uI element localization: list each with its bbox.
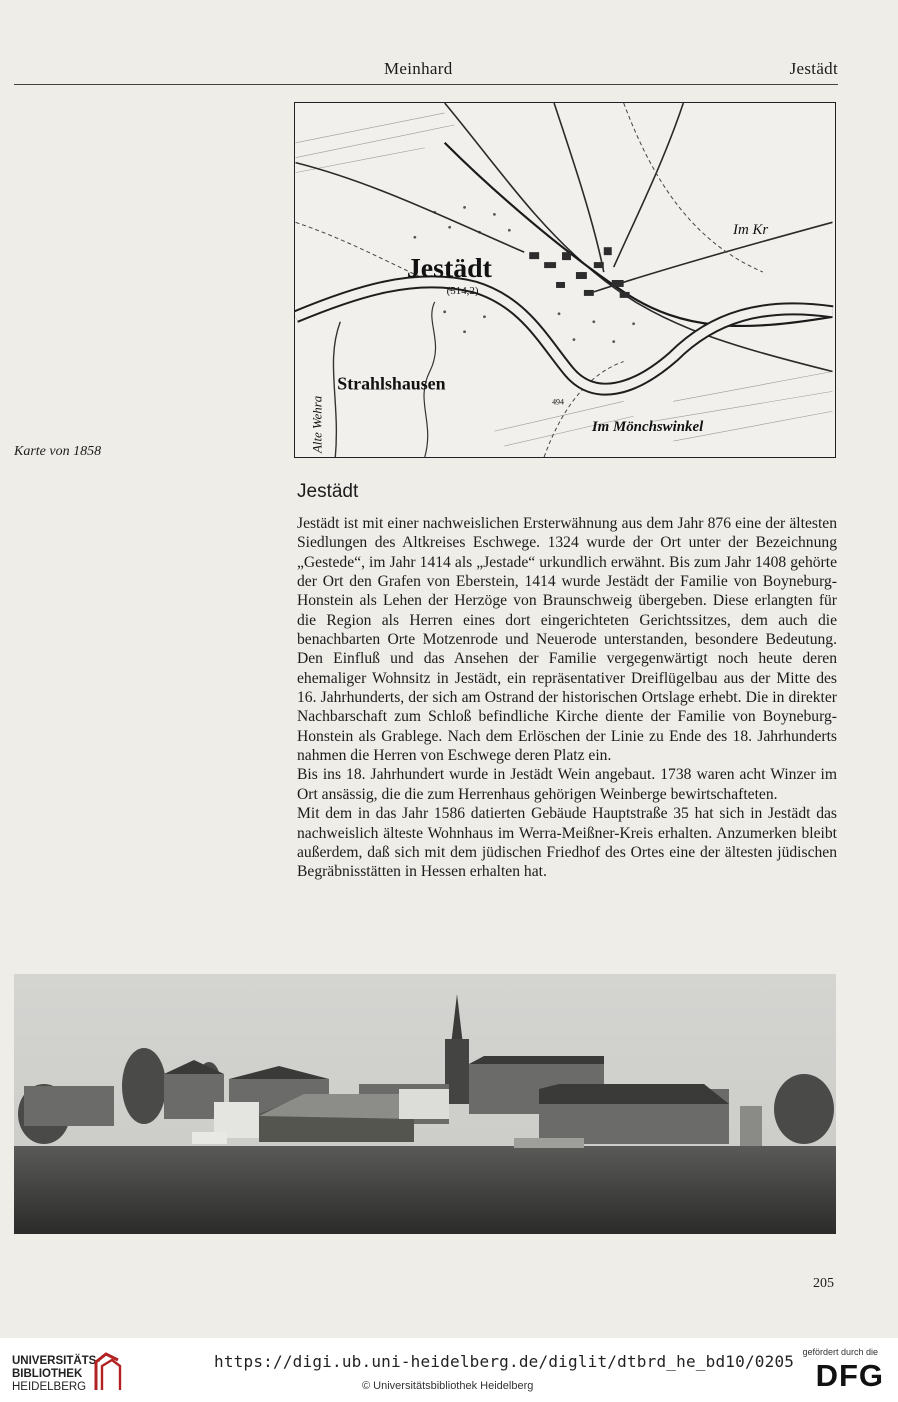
- paragraph-1: Jestädt ist mit einer nachweislichen Ersterwähnung aus dem Jahr 876 eine der ältesten Siedlungen des Altkreises Eschwege. 1324 wurde der Ort unter der Bezeichnung „Gestede“, im Jahr 1414 als „Jestade“ urkundlich erwähnt. Bis zum Jahr 1408 gehörte der Ort den Grafen von Eberstein, 1414 wurde Jestädt der Familie von Boyneburg-Honstein als Lehen der Herzöge von Braunschweig übergeben. Diese erlangten für die Region als Herren eines dort eingerichteten Gerichtssitzes, dem auch die benachbarten Orte Motzenrode und Neuerode unterstanden, besondere Bedeutung. Den Einfluß und das Ansehen der Familie vergegenwärtigt noch heute deren ehemaliger Wohnsitz in Jestädt, ein repräsentativer Dreiflügelbau aus der Mitte des 16. Jahrhunderts, der sich am Ostrand der historischen Ortslage erhebt. Die in direkter Nachbarschaft zum Schloß befindliche Kirche diente der Familie von Boyneburg-Honstein als Grablege. Nach dem Erlöschen der Linie zu Ende des 18. Jahrhunderts nahmen die Herren von Eschwege deren Platz ein.: [297, 515, 837, 765]
- library-logo-text: [12, 1355, 100, 1394]
- village-photograph: [14, 974, 836, 1234]
- funding-note: gefördert durch die: [802, 1347, 878, 1357]
- historic-map-1858: [294, 102, 836, 458]
- map-spot-height-label: 494: [552, 397, 564, 407]
- paragraph-2: Bis ins 18. Jahrhundert wurde in Jestädt Wein angebaut. 1738 waren acht Winzer im Ort ansässig, die die zum Herrenhaus gehörigen Weinberge bewirtschafteten.: [297, 766, 837, 803]
- library-name-line1: UNIVERSITÄTS-: [12, 1355, 101, 1367]
- map-caption: Karte von 1858: [14, 444, 102, 459]
- map-elevation-label: (514,2): [446, 284, 479, 297]
- map-moenchswinkel-label: Im Mönchswinkel: [591, 419, 704, 436]
- library-name-line2: BIBLIOTHEK: [12, 1368, 83, 1380]
- section-title: Jestädt: [297, 481, 359, 502]
- copyright-notice: © Universitätsbibliothek Heidelberg: [362, 1380, 534, 1392]
- running-header-left: Meinhard: [384, 59, 453, 78]
- map-alte-wehra-label: Alte Wehra: [309, 395, 325, 454]
- dfg-logo: DFG: [815, 1358, 884, 1393]
- map-strahlshausen-label: Strahlshausen: [337, 373, 446, 394]
- paragraph-3: Mit dem in das Jahr 1586 datierten Gebäude Hauptstraße 35 hat sich in Jestädt das nachweislich älteste Wohnhaus im Werra-Meißner-Kreis erhalten. Anzumerken bleibt außerdem, daß sich mit dem jüdischen Friedhof des Ortes eine der ältesten jüdischen Begräbnisstätten in Hessen erhalten hat.: [297, 805, 837, 881]
- body-text: [297, 514, 837, 882]
- permalink-url[interactable]: https://digi.ub.uni-heidelberg.de/diglit/dtbrd_he_bd10/0205: [214, 1352, 795, 1371]
- digitization-footer: [0, 1338, 898, 1402]
- library-logo-mark: [90, 1350, 124, 1394]
- map-town-label: Jestädt: [406, 253, 492, 285]
- running-header-right: Jestädt: [789, 59, 838, 78]
- header-rule: [14, 84, 838, 85]
- library-name-line3: HEIDELBERG: [12, 1381, 87, 1393]
- map-im-kr-label: Im Kr: [733, 222, 769, 239]
- page-number: 205: [813, 1276, 834, 1291]
